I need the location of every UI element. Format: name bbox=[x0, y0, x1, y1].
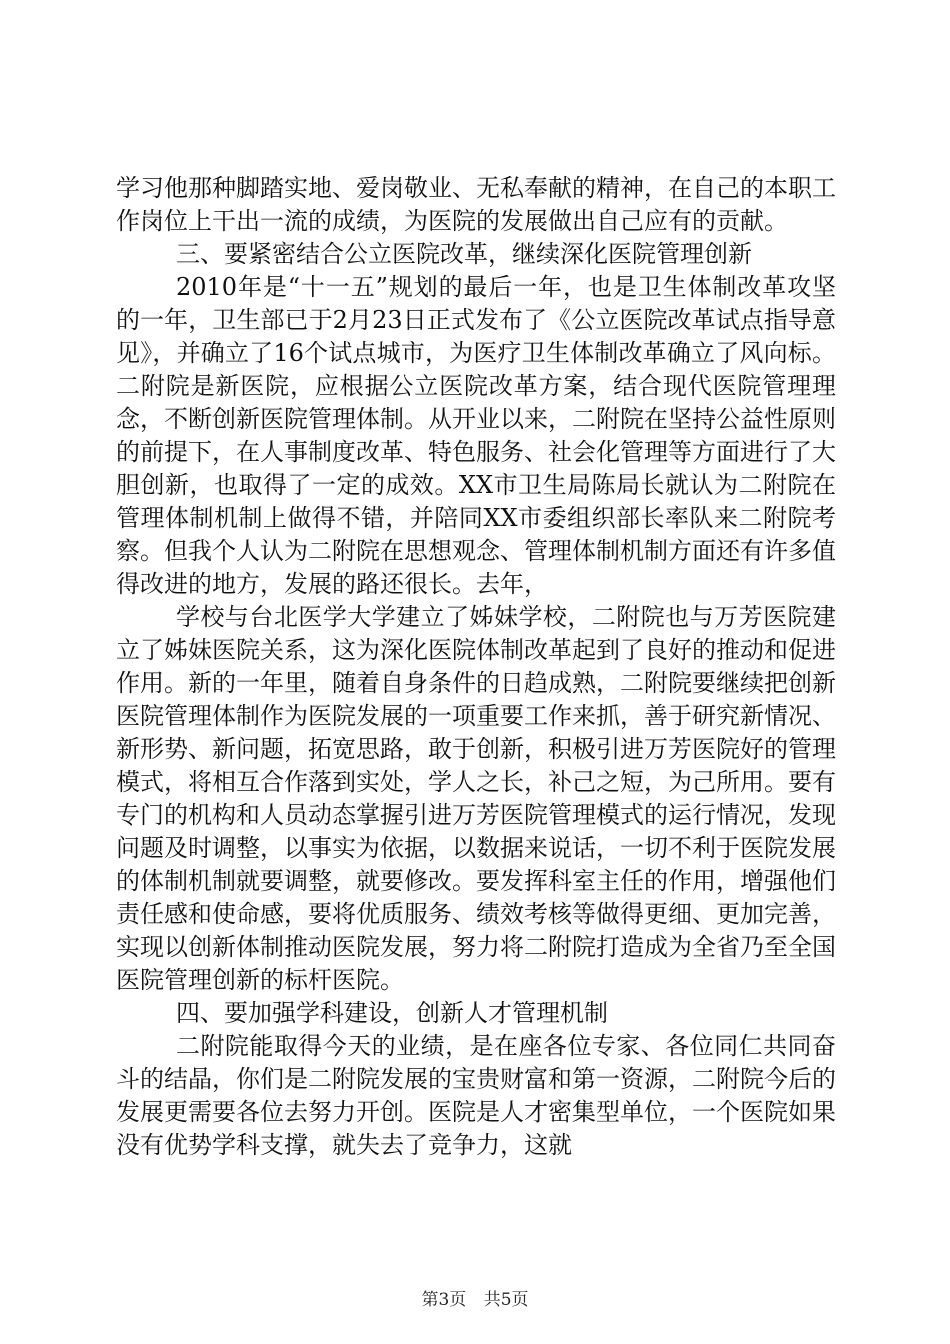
page-total: 共5页 bbox=[483, 1290, 529, 1310]
paragraph-continuation: 学习他那种脚踏实地、爱岗敬业、无私奉献的精神，在自己的本职工作岗位上干出一流的成绩，为医院的发展做出自己应有的贡献。 bbox=[116, 174, 836, 235]
section-heading-4: 四、要加强学科建设，创新人才管理机制 bbox=[176, 999, 608, 1027]
document-body bbox=[116, 172, 836, 1162]
page-footer bbox=[0, 1285, 950, 1310]
section-heading-3: 三、要紧密结合公立医院改革，继续深化医院管理创新 bbox=[176, 240, 752, 268]
paragraph-reform-2010: 2010年是“十一五”规划的最后一年，也是卫生体制改革攻坚的一年，卫生部已于2月23日正式发布了《公立医院改革试点指导意见》，并确立了16个试点城市，为医疗卫生体制改革确立了风向标。二附院是新医院，应根据公立医院改革方案，结合现代医院管理理念，不断创新医院管理体制。从开业以来，二附院在坚持公益性原则的前提下，在人事制度改革、特色服务、社会化管理等方面进行了大胆创新，也取得了一定的成效。XX市卫生局陈局长就认为二附院在管理体制机制上做得不错，并陪同XX市委组织部长率队来二附院考察。但我个人认为二附院在思想观念、管理体制机制方面还有许多值得改进的地方，发展的路还很长。去年， bbox=[116, 273, 836, 598]
paragraph-talent: 二附院能取得今天的业绩，是在座各位专家、各位同仁共同奋斗的结晶，你们是二附院发展的宝贵财富和第一资源，二附院今后的发展更需要各位去努力开创。医院是人才密集型单位，一个医院如果没有优势学科支撑，就失去了竞争力，这就 bbox=[116, 1032, 836, 1159]
page-number: 第3页 bbox=[421, 1290, 467, 1310]
paragraph-sister-hospital: 学校与台北医学大学建立了姊妹学校，二附院也与万芳医院建立了姊妹医院关系，这为深化医院体制改革起到了良好的推动和促进作用。新的一年里，随着自身条件的日趋成熟，二附院要继续把创新医院管理体制作为医院发展的一项重要工作来抓，善于研究新情况、新形势、新问题，拓宽思路，敢于创新，积极引进万芳医院好的管理模式，将相互合作落到实处，学人之长，补己之短，为己所用。要有专门的机构和人员动态掌握引进万芳医院管理模式的运行情况，发现问题及时调整，以事实为依据，以数据来说话，一切不利于医院发展的体制机制就要调整，就要修改。要发挥科室主任的作用，增强他们责任感和使命感，要将优质服务、绩效考核等做得更细、更加完善，实现以创新体制推动医院发展，努力将二附院打造成为全省乃至全国医院管理创新的标杆医院。 bbox=[116, 603, 836, 994]
